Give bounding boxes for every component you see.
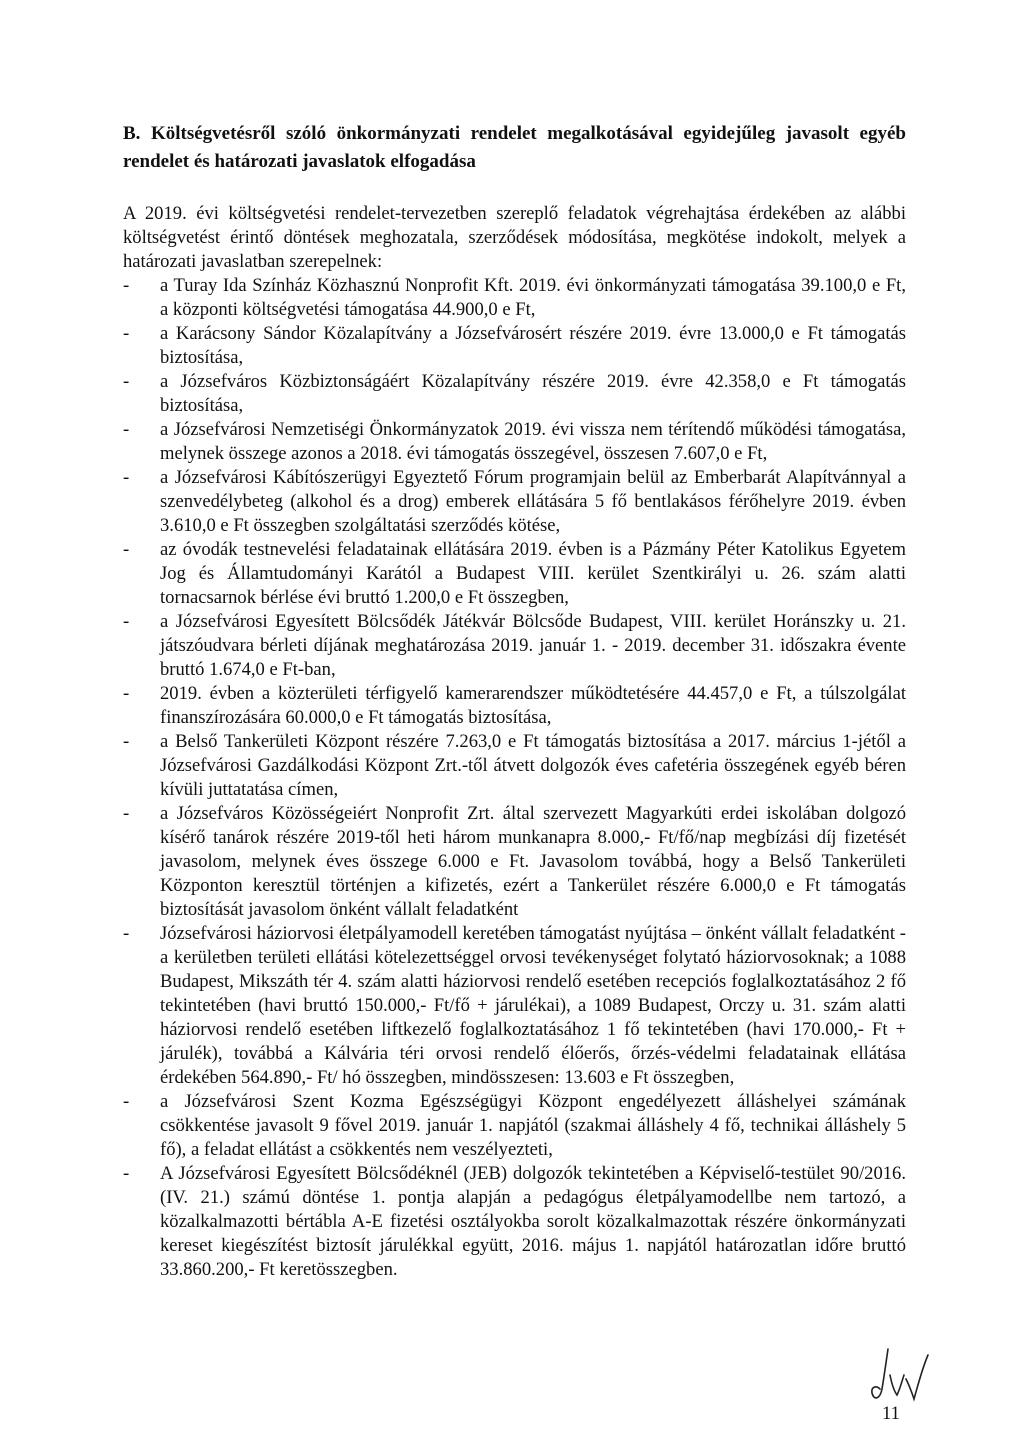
list-item-text: a Belső Tankerületi Központ részére 7.263,0 e Ft támogatás biztosítása a 2017. március 1-jétől a Józsefvárosi Gazdálkodási Központ Zrt.-től átvett dolgozók éves cafetéria összegének egyéb béren kívüli juttatatása címen, (160, 731, 906, 800)
list-item (123, 418, 906, 466)
bullet-dash: - (123, 1091, 130, 1112)
handwritten-signature (866, 1345, 934, 1407)
page-number: 11 (882, 1403, 900, 1424)
bullet-dash: - (123, 539, 130, 560)
bullet-dash: - (123, 371, 130, 392)
list-item (123, 1162, 906, 1282)
list-item-text: a Józsefvárosi Kábítószerügyi Egyeztető Fórum programjain belül az Emberbarát Alapítvánnyal a szenvedélybeteg (alkohol és a drog) emberek ellátására 5 fő bentlakásos férőhelyre 2019. évben 3.610,0 e Ft összegben szolgáltatási szerződés kötése, (160, 467, 906, 536)
list-item (123, 538, 906, 610)
list-item (123, 1090, 906, 1162)
list-item (123, 322, 906, 370)
bullet-dash: - (123, 419, 130, 440)
bullet-dash: - (123, 323, 130, 344)
intro-paragraph: A 2019. évi költségvetési rendelet-tervezetben szereplő feladatok végrehajtása érdekében az alábbi költségvetést érintő döntések meghozatala, szerződések módosítása, megkötése indokolt, melyek a határozati javaslatban szerepelnek: (123, 203, 906, 272)
list-item (123, 682, 906, 730)
bullet-dash: - (123, 275, 130, 296)
list-item-text: a Turay Ida Színház Közhasznú Nonprofit Kft. 2019. évi önkormányzati támogatása 39.100,0 e Ft, a központi költségvetési támogatása 44.900,0 e Ft, (160, 275, 906, 320)
bullet-dash: - (123, 923, 130, 944)
list-item-text: a Józsefváros Közösségeiért Nonprofit Zrt. által szervezett Magyarkúti erdei iskolában dolgozó kísérő tanárok részére 2019-től heti három munkanapra 8.000,- Ft/fő/nap megbízási díj fizetését javasolom, melynek éves összege 6.000 e Ft. Javasolom továbbá, hogy a Belső Tankerületi Központon keresztül történjen a kifizetés, ezért a Tankerület részére 6.000,0 e Ft támogatás biztosítását javasolom önként vállalt feladatként (160, 803, 906, 920)
bullet-dash: - (123, 467, 130, 488)
list-item (123, 802, 906, 922)
list-item (123, 466, 906, 538)
list-item (123, 922, 906, 1090)
list-item-text: a Józsefvárosi Szent Kozma Egészségügyi Központ engedélyezett álláshelyei számának csökkentése javasolt 9 fővel 2019. január 1. napjától (szakmai álláshely 4 fő, technikai álláshely 5 fő), a feladat ellátást a csökkentés nem veszélyezteti, (160, 1091, 906, 1160)
list-item-text: A Józsefvárosi Egyesített Bölcsődéknél (JEB) dolgozók tekintetében a Képviselő-testület 90/2016. (IV. 21.) számú döntése 1. pontja alapján a pedagógus életpályamodellbe nem tartozó, a közalkalmazotti bértábla A-E fizetési osztályokba sorolt közalkalmazottak részére önkormányzati kereset kiegészítést biztosít járulékkal együtt, 2016. május 1. napjától határozatlan időre bruttó 33.860.200,- Ft keretösszegben. (160, 1163, 906, 1280)
list-item-text: a Józsefvárosi Egyesített Bölcsődék Játékvár Bölcsőde Budapest, VIII. kerület Horánszky u. 21. játszóudvara bérleti díjának meghatározása 2019. január 1. - 2019. december 31. időszakra évente bruttó 1.674,0 e Ft-ban, (160, 611, 906, 680)
list-item (123, 610, 906, 682)
list-item (123, 274, 906, 322)
list-item (123, 730, 906, 802)
list-item (123, 370, 906, 418)
bullet-dash: - (123, 731, 130, 752)
bullet-dash: - (123, 803, 130, 824)
document-page (123, 120, 906, 1282)
decision-list (123, 274, 906, 1282)
bullet-dash: - (123, 611, 130, 632)
list-item-text: az óvodák testnevelési feladatainak ellátására 2019. évben is a Pázmány Péter Katolikus Egyetem Jog és Államtudományi Karától a Budapest VIII. kerület Szentkirályi u. 26. szám alatti tornacsarnok bérlése évi bruttó 1.200,0 e Ft összegben, (160, 539, 906, 608)
section-heading: B. Költségvetésről szóló önkormányzati rendelet megalkotásával egyidejűleg javasolt egyéb rendelet és határozati javaslatok elfogadása (123, 123, 906, 172)
list-item-text: a Karácsony Sándor Közalapítvány a Józsefvárosért részére 2019. évre 13.000,0 e Ft támogatás biztosítása, (160, 323, 906, 368)
list-item-text: 2019. évben a közterületi térfigyelő kamerarendszer működtetésére 44.457,0 e Ft, a túlszolgálat finanszírozására 60.000,0 e Ft támogatás biztosítása, (160, 683, 906, 728)
bullet-dash: - (123, 683, 130, 704)
list-item-text: a Józsefvárosi Nemzetiségi Önkormányzatok 2019. évi vissza nem térítendő működési támogatása, melynek összege azonos a 2018. évi támogatás összegével, összesen 7.607,0 e Ft, (160, 419, 906, 464)
list-item-text: a Józsefváros Közbiztonságáért Közalapítvány részére 2019. évre 42.358,0 e Ft támogatás biztosítása, (160, 371, 906, 416)
list-item-text: Józsefvárosi háziorvosi életpályamodell keretében támogatást nyújtása – önként vállalt feladatként - a kerületben területi ellátási kötelezettséggel orvosi tevékenységet folytató háziorvosoknak; a 1088 Budapest, Mikszáth tér 4. szám alatti háziorvosi rendelő esetében recepciós foglalkoztatásához 2 fő tekintetében (havi bruttó 150.000,- Ft/fő + járulékai), a 1089 Budapest, Orczy u. 31. szám alatti háziorvosi rendelő esetében liftkezelő foglalkoztatásához 1 fő tekintetében (havi 170.000,- Ft + járulék), továbbá a Kálvária téri orvosi rendelő élőerős, őrzés-védelmi feladatainak ellátása érdekében 564.890,- Ft/ hó összegben, mindösszesen: 13.603 e Ft összegben, (160, 923, 906, 1088)
bullet-dash: - (123, 1163, 130, 1184)
